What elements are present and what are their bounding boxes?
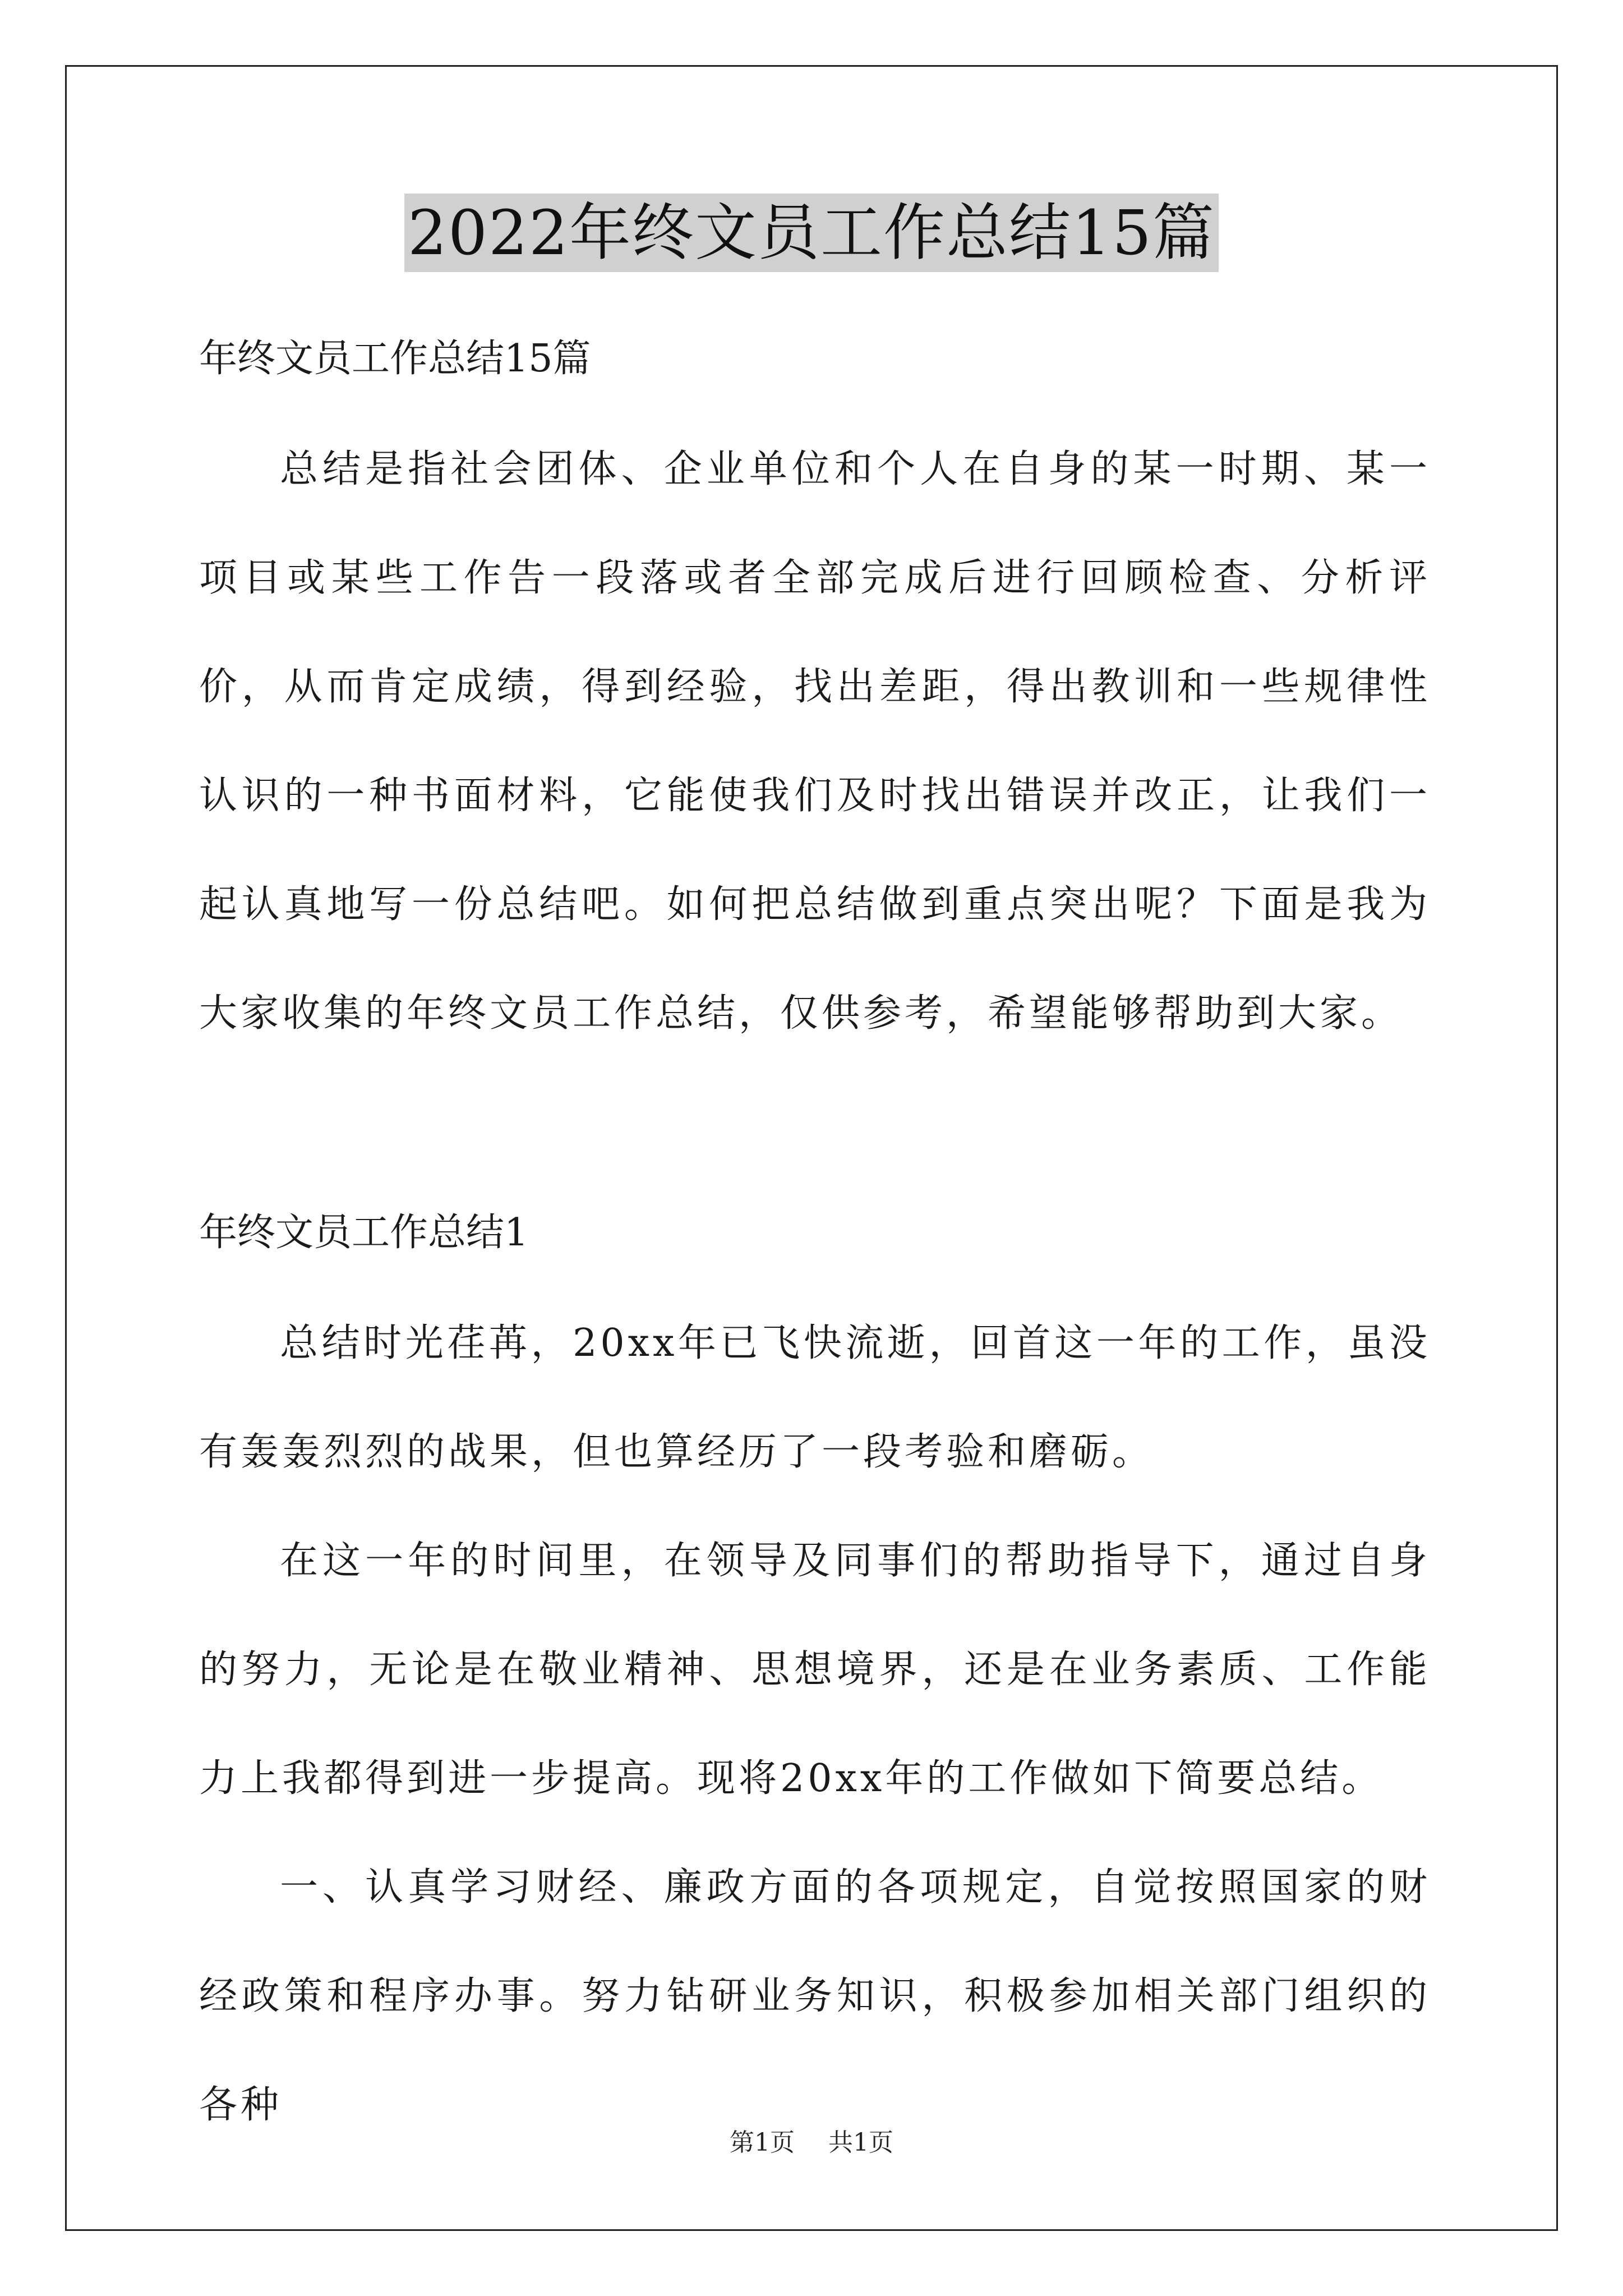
document-body <box>199 303 1431 2160</box>
body-paragraph: 在这一年的时间里，在领导及同事们的帮助指导下，通过自身的努力，无论是在敬业精神、思想境界，还是在业务素质、工作能力上我都得到进一步提高。现将20xx年的工作做如下简要总结。 <box>199 1539 1431 1801</box>
title-area <box>0 194 1623 272</box>
document-title: 2022年终文员工作总结15篇 <box>404 194 1219 272</box>
page-total: 共1页 <box>828 2128 893 2157</box>
document-subtitle: 年终文员工作总结15篇 <box>199 337 591 381</box>
body-paragraph: 一、认真学习财经、廉政方面的各项规定，自觉按照国家的财经政策和程序办事。努力钻研业务知识，积极参加相关部门组织的各种 <box>199 1865 1431 2127</box>
body-paragraph: 总结时光荏苒，20xx年已飞快流逝，回首这一年的工作，虽没有轰轰烈烈的战果，但也算经历了一段考验和磨砺。 <box>199 1321 1431 1474</box>
page-number: 第1页 <box>730 2128 795 2157</box>
section-heading: 年终文员工作总结1 <box>199 1211 529 1255</box>
page-footer <box>0 2126 1623 2160</box>
intro-paragraph: 总结是指社会团体、企业单位和个人在自身的某一时期、某一项目或某些工作告一段落或者全部完成后进行回顾检查、分析评价，从而肯定成绩，得到经验，找出差距，得出教训和一些规律性认识的一种书面材料，它能使我们及时找出错误并改正，让我们一起认真地写一份总结吧。如何把总结做到重点突出呢？下面是我为大家收集的年终文员工作总结，仅供参考，希望能够帮助到大家。 <box>199 447 1431 1036</box>
